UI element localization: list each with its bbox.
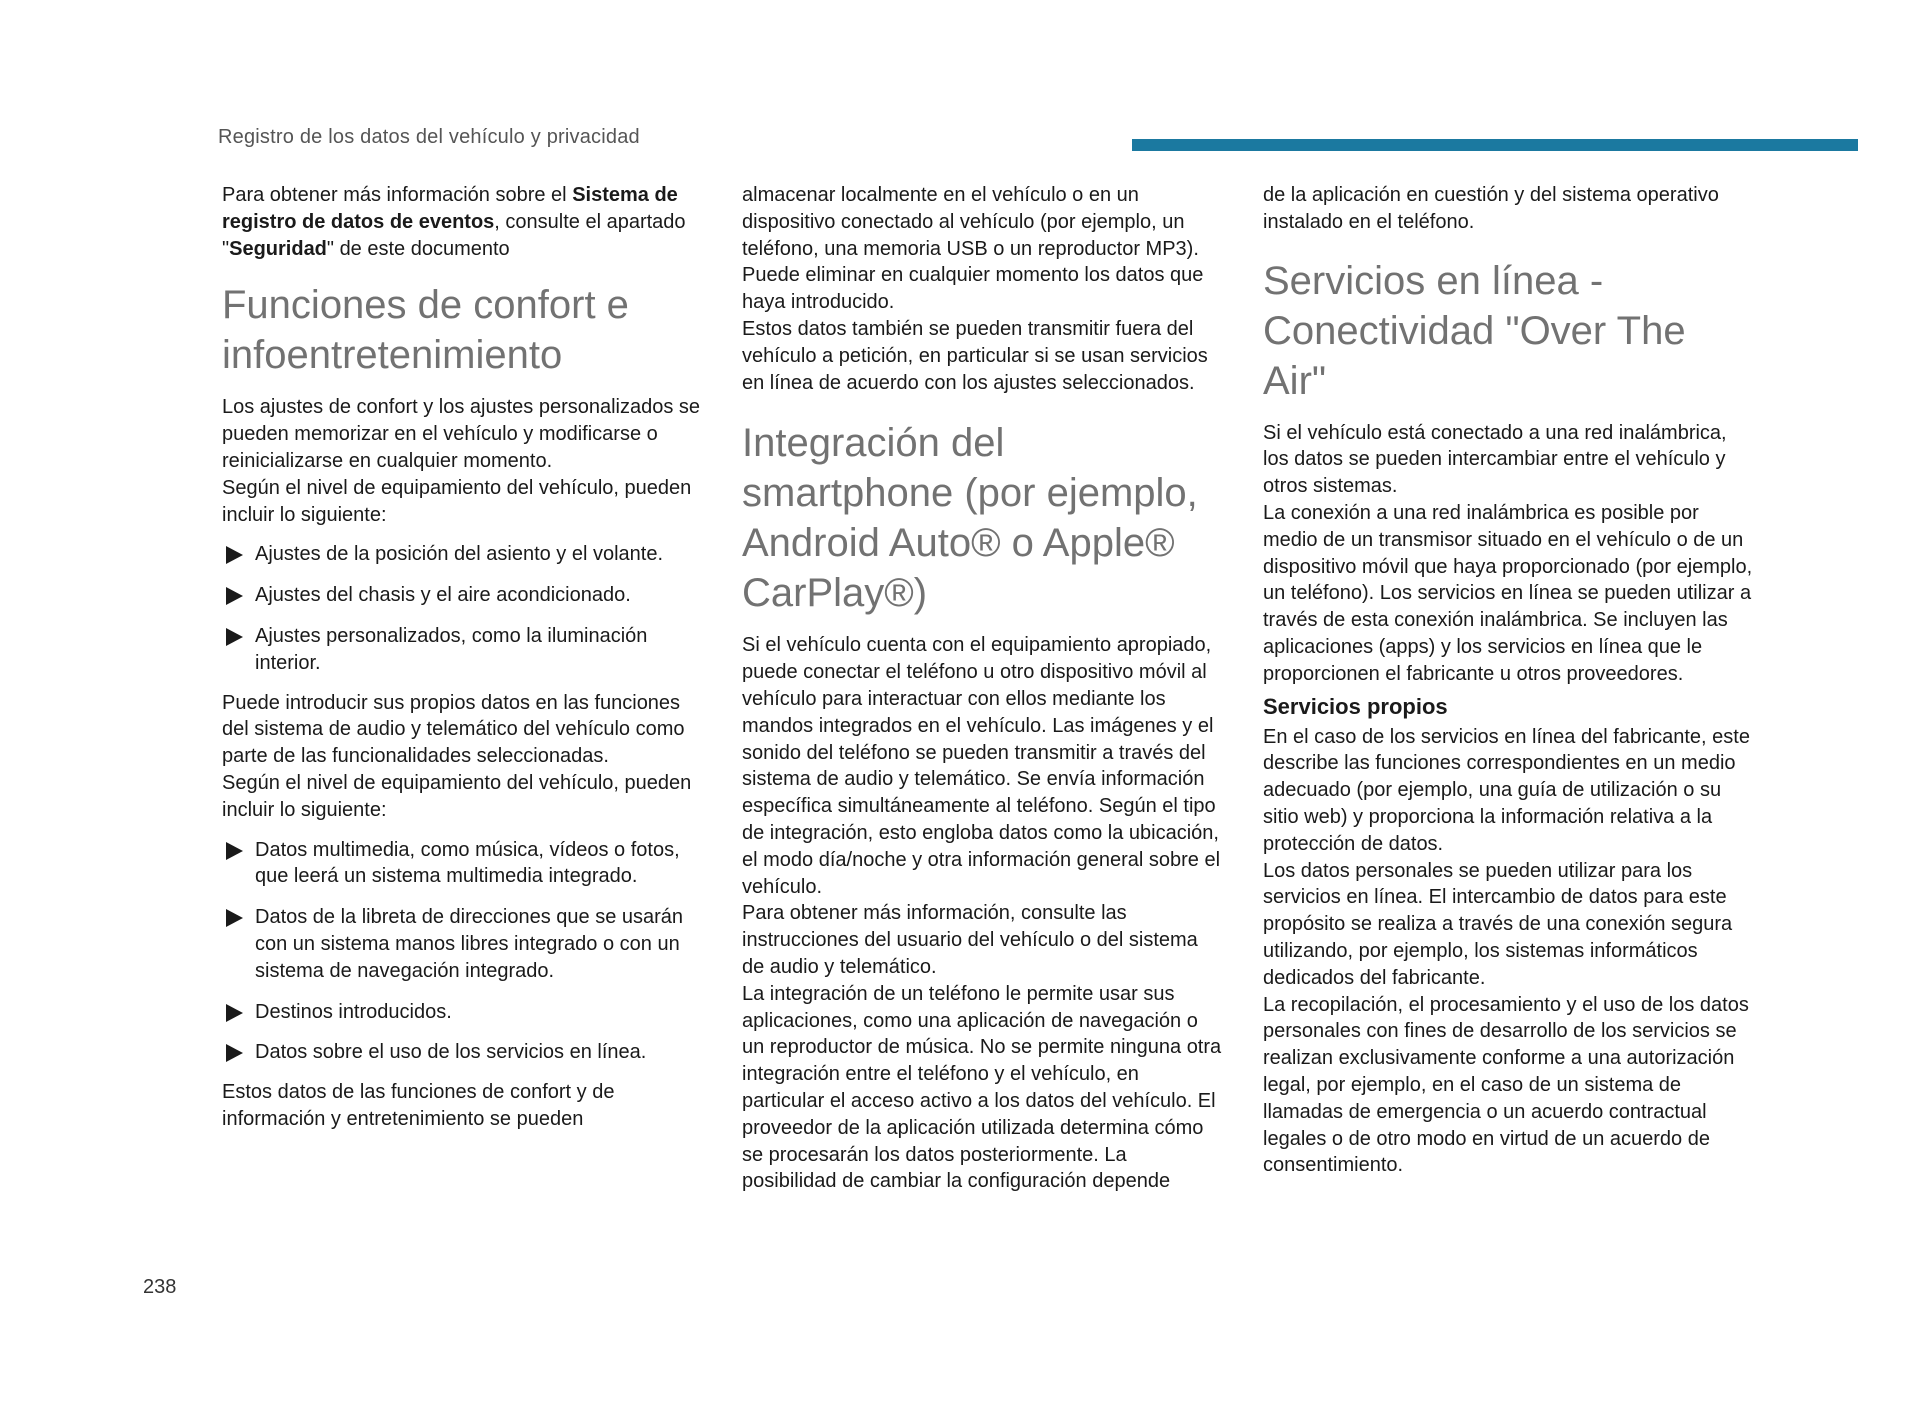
infotainment-paragraph-2: Según el nivel de equipamiento del vehículo, pueden incluir lo siguiente: <box>222 771 692 821</box>
smartphone-paragraph-1: Si el vehículo cuenta con el equipamiento apropiado, puede conectar el teléfono u otro dispositivo móvil al vehículo para interactuar con ellos mediante los mandos integrados en el vehículo. Las imágenes y el sonido del teléfono se pueden transmitir a través del sistema de audio y telemático. Se envía información específica simultáneamente al teléfono. Según el tipo de integración, esto engloba datos como la ubicación, el modo día/noche y otra información general sobre el vehículo. <box>742 634 1221 898</box>
page-number: 238 <box>143 1276 177 1298</box>
header-accent-bar <box>1132 139 1858 151</box>
intro-text-2: , consulte el apartado " <box>222 210 686 260</box>
own-services-paragraph-1: En el caso de los servicios en línea del fabricante, este describe las funciones correspondientes en un medio adecuado (por ejemplo, una guía de utilización o su sitio web) y proporciona la información relativa a la protección de datos. <box>1263 725 1750 855</box>
list-item: Ajustes personalizados, como la iluminación interior. <box>222 623 702 677</box>
list-item: Destinos introducidos. <box>222 999 702 1026</box>
own-services-paragraph-2: Los datos personales se pueden utilizar para los servicios en línea. El intercambio de datos para este propósito se realiza a través de una conexión segura utilizando, por ejemplo, los sistemas informáticos dedicados del fabricante. <box>1263 859 1733 989</box>
personal-data-list <box>222 837 702 1067</box>
list-item: Datos sobre el uso de los servicios en línea. <box>222 1039 702 1066</box>
comfort-paragraph-1: Los ajustes de confort y los ajustes personalizados se pueden memorizar en el vehículo y modificarse o reinicializarse en cualquier momento. <box>222 396 701 472</box>
heading-smartphone-integration: Integración del smartphone (por ejemplo, Android Auto® o Apple® CarPlay®) <box>742 421 1198 616</box>
triangle-bullet-icon <box>226 587 243 605</box>
smartphone-paragraph-3: La integración de un teléfono le permite usar sus aplicaciones, como una aplicación de navegación o un reproductor de música. No se permite ninguna otra integración entre el teléfono y el vehículo, en particular el acceso activo a los datos del vehículo. El proveedor de la aplicación utilizada determina cómo se procesarán los datos posteriormente. La posibilidad de cambiar la configuración depende <box>742 982 1222 1193</box>
list-item: Datos multimedia, como música, vídeos o fotos, que leerá un sistema multimedia integrado. <box>222 837 702 891</box>
intro-bold-edr: Sistema de registro de datos de eventos <box>222 184 678 233</box>
online-paragraph-2: La conexión a una red inalámbrica es posible por medio de un transmisor situado en el vehículo o de un dispositivo móvil que haya proporcionado (por ejemplo, un teléfono). Los servicios en línea se pueden utilizar a través de esta conexión inalámbrica. Se incluyen las aplicaciones (apps) y los servicios en línea que le proporcionen el fabricante u otros proveedores. <box>1263 501 1753 685</box>
storage-continued-paragraph: almacenar localmente en el vehículo o en un dispositivo conectado al vehículo (por ejemplo, un teléfono, una memoria USB o un reproductor MP3). Puede eliminar en cualquier momento los datos que haya introducido. <box>742 184 1204 314</box>
subheading-own-services: Servicios propios <box>1263 693 1448 719</box>
intro-bold-security: Seguridad <box>229 237 327 260</box>
app-config-paragraph: de la aplicación en cuestión y del sistema operativo instalado en el teléfono. <box>1263 184 1719 233</box>
intro-text-3: " de este documento <box>326 237 510 260</box>
comfort-settings-list <box>222 541 702 676</box>
triangle-bullet-icon <box>226 628 243 646</box>
storage-paragraph: Estos datos de las funciones de confort y de información y entretenimiento se pueden <box>222 1081 615 1130</box>
triangle-bullet-icon <box>226 1004 243 1022</box>
intro-paragraph <box>222 182 702 262</box>
comfort-paragraph-2: Según el nivel de equipamiento del vehículo, pueden incluir lo siguiente: <box>222 476 692 526</box>
heading-online-services: Servicios en línea - Conectividad "Over The Air" <box>1263 258 1686 403</box>
heading-comfort-infotainment: Funciones de confort e infoentretenimiento <box>222 283 629 378</box>
triangle-bullet-icon <box>226 842 243 860</box>
triangle-bullet-icon <box>226 909 243 927</box>
triangle-bullet-icon <box>226 546 243 564</box>
infotainment-paragraph-1: Puede introducir sus propios datos en las funciones del sistema de audio y telemático del vehículo como parte de las funcionalidades seleccionadas. <box>222 691 685 768</box>
own-services-paragraph-3: La recopilación, el procesamiento y el uso de los datos personales con fines de desarrollo de los servicios se realizan exclusivamente conforme a una autorización legal, por ejemplo, en el caso de un sistema de llamadas de emergencia o un acuerdo contractual legales o de otro modo en virtud de un acuerdo de consentimiento. <box>1263 993 1749 1177</box>
online-paragraph-1: Si el vehículo está conectado a una red inalámbrica, los datos se pueden intercambiar entre el vehículo y otros sistemas. <box>1263 421 1727 498</box>
transmission-paragraph: Estos datos también se pueden transmitir fuera del vehículo a petición, en particular si se usan servicios en línea de acuerdo con los ajustes seleccionados. <box>742 317 1208 394</box>
column-2 <box>742 182 1222 1195</box>
list-item: Ajustes del chasis y el aire acondicionado. <box>222 582 702 609</box>
triangle-bullet-icon <box>226 1044 243 1062</box>
intro-text-1: Para obtener más información sobre el <box>222 184 573 206</box>
list-item: Datos de la libreta de direcciones que se usarán con un sistema manos libres integrado o con un sistema de navegación integrado. <box>222 904 702 984</box>
column-3 <box>1263 182 1753 1179</box>
list-item: Ajustes de la posición del asiento y el volante. <box>222 541 702 568</box>
column-1 <box>222 182 702 1133</box>
section-header: Registro de los datos del vehículo y privacidad <box>218 126 640 148</box>
smartphone-paragraph-2: Para obtener más información, consulte las instrucciones del usuario del vehículo o del sistema de audio y telemático. <box>742 902 1198 978</box>
